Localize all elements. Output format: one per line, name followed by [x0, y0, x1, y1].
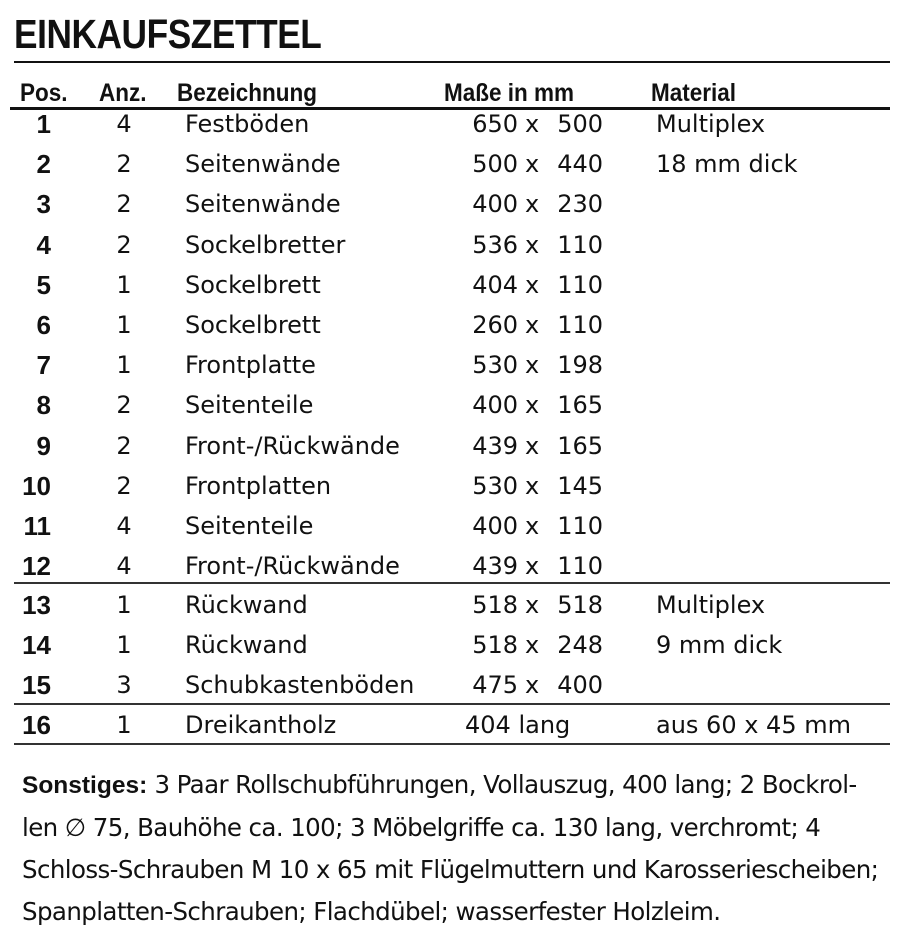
anz-cell: 3	[116, 671, 132, 699]
dimension-length-cell: 530	[472, 351, 518, 380]
dimension-width-cell: 400	[557, 671, 603, 699]
bezeichnung-cell: Seitenteile	[185, 512, 314, 540]
pos-cell: 6	[36, 310, 51, 340]
bezeichnung-cell: Rückwand	[185, 591, 308, 619]
notes-line-1: Sonstiges: 3 Paar Rollschubführungen, Vollauszug, 400 lang; 2 Bockrol-	[22, 770, 857, 799]
bezeichnung-cell: Frontplatten	[185, 471, 332, 500]
dimension-length-cell: 530	[472, 471, 518, 500]
table-row	[0, 625, 910, 665]
dimension-separator: x	[525, 552, 540, 581]
bezeichnung-cell: Front-/Rückwände	[185, 431, 400, 460]
pos-cell: 5	[36, 269, 51, 300]
dimension-separator: x	[525, 631, 540, 659]
notes-label: Sonstiges:	[22, 772, 148, 799]
bezeichnung-cell: Sockelbrett	[185, 270, 321, 299]
material-cell: Multiplex	[656, 591, 766, 619]
dimension-width-cell: 110	[557, 230, 603, 259]
dimension-width-cell: 248	[557, 631, 603, 659]
dimension-separator: x	[525, 431, 540, 460]
table-row	[0, 184, 910, 224]
dimension-separator: x	[525, 391, 540, 420]
dimension-width-cell: 110	[557, 270, 603, 299]
dimension-width-cell: 198	[557, 351, 603, 380]
dimension-length-cell: 650	[472, 110, 518, 138]
pos-cell: 16	[22, 710, 51, 740]
bezeichnung-cell: Seitenwände	[185, 190, 341, 219]
dimension-width-cell: 110	[557, 552, 603, 581]
notes-line-3: Schloss-Schrauben M 10 x 65 mit Flügelmuttern und Karosseriescheiben;	[22, 855, 879, 884]
table-row	[0, 225, 910, 265]
anz-cell: 1	[116, 351, 132, 380]
bezeichnung-cell: Schubkastenböden	[185, 671, 415, 699]
dimension-separator: x	[525, 671, 540, 699]
dimension-width-cell: 500	[557, 110, 603, 138]
dimension-length-cell: 439	[472, 552, 518, 581]
pos-cell: 2	[36, 149, 51, 180]
table-row	[0, 585, 910, 625]
anz-cell: 4	[116, 552, 132, 581]
dimension-cell: 404 lang	[465, 711, 571, 739]
anz-cell: 2	[116, 391, 132, 420]
bezeichnung-cell: Rückwand	[185, 631, 308, 659]
header-anz: Anz.	[99, 79, 147, 107]
dimension-length-cell: 404	[472, 270, 518, 299]
anz-cell: 2	[116, 471, 132, 500]
dimension-length-cell: 260	[472, 311, 518, 339]
bezeichnung-cell: Sockelbretter	[185, 230, 346, 259]
dimension-length-cell: 518	[472, 591, 518, 619]
table-row	[0, 466, 910, 506]
dimension-length-cell: 500	[472, 150, 518, 179]
table-row	[0, 265, 910, 305]
header-bezeichnung: Bezeichnung	[177, 79, 318, 107]
anz-cell: 2	[116, 230, 132, 259]
anz-cell: 4	[116, 110, 132, 138]
table-row	[0, 546, 910, 586]
dimension-width-cell: 110	[557, 311, 603, 339]
bezeichnung-cell: Festböden	[185, 110, 310, 138]
table-row	[0, 345, 910, 385]
material-cell: 18 mm dick	[656, 150, 798, 179]
dimension-length-cell: 439	[472, 431, 518, 460]
header-masse: Maße in mm	[444, 79, 575, 107]
pos-cell: 13	[22, 590, 51, 620]
dimension-length-cell: 400	[472, 190, 518, 219]
table-row	[0, 104, 910, 144]
pos-cell: 11	[23, 511, 51, 541]
dimension-separator: x	[525, 591, 540, 619]
dimension-width-cell: 110	[557, 512, 603, 540]
bezeichnung-cell: Front-/Rückwände	[185, 552, 400, 581]
bezeichnung-cell: Seitenwände	[185, 150, 341, 179]
dimension-separator: x	[525, 110, 540, 138]
table-row	[0, 705, 910, 745]
title-divider	[14, 61, 890, 63]
dimension-width-cell: 518	[557, 591, 603, 619]
header-material: Material	[651, 79, 737, 107]
notes-paragraph	[22, 764, 902, 933]
dimension-separator: x	[525, 150, 540, 179]
anz-cell: 4	[116, 512, 132, 540]
pos-cell: 9	[36, 430, 51, 461]
dimension-separator: x	[525, 471, 540, 500]
bezeichnung-cell: Seitenteile	[185, 391, 314, 420]
anz-cell: 1	[116, 711, 132, 739]
dimension-width-cell: 165	[557, 391, 603, 420]
table-row	[0, 426, 910, 466]
pos-cell: 7	[36, 350, 51, 381]
pos-cell: 3	[36, 189, 51, 220]
group-divider-9mm	[14, 703, 890, 705]
dimension-length-cell: 400	[472, 512, 518, 540]
dimension-width-cell: 145	[557, 471, 603, 500]
dimension-length-cell: 475	[472, 671, 518, 699]
material-cell: 9 mm dick	[656, 631, 783, 659]
page-title: EINKAUFSZETTEL	[14, 11, 322, 57]
dimension-separator: x	[525, 230, 540, 259]
bezeichnung-cell: Sockelbrett	[185, 311, 321, 339]
anz-cell: 2	[116, 150, 132, 179]
pos-cell: 10	[22, 470, 51, 501]
table-bottom-rule	[14, 743, 890, 745]
anz-cell: 1	[116, 270, 132, 299]
pos-cell: 1	[36, 109, 51, 139]
header-pos: Pos.	[20, 79, 68, 107]
table-row	[0, 506, 910, 546]
material-cell: Multiplex	[656, 110, 766, 138]
pos-cell: 8	[36, 390, 51, 421]
pos-cell: 12	[22, 551, 51, 582]
pos-cell: 14	[22, 630, 51, 660]
bezeichnung-cell: Frontplatte	[185, 351, 316, 380]
anz-cell: 2	[116, 190, 132, 219]
dimension-length-cell: 536	[472, 230, 518, 259]
dimension-separator: x	[525, 351, 540, 380]
table-row	[0, 665, 910, 705]
dimension-width-cell: 230	[557, 190, 603, 219]
pos-cell: 4	[36, 229, 51, 260]
dimension-width-cell: 165	[557, 431, 603, 460]
notes-line-2: len ∅ 75, Bauhöhe ca. 100; 3 Möbelgriffe ca. 130 lang, verchromt; 4	[22, 813, 821, 842]
dimension-length-cell: 400	[472, 391, 518, 420]
anz-cell: 2	[116, 431, 132, 460]
dimension-separator: x	[525, 190, 540, 219]
table-row	[0, 305, 910, 345]
bezeichnung-cell: Dreikantholz	[185, 711, 337, 739]
dimension-length-cell: 518	[472, 631, 518, 659]
dimension-separator: x	[525, 270, 540, 299]
anz-cell: 1	[116, 631, 132, 659]
anz-cell: 1	[116, 591, 132, 619]
table-row	[0, 385, 910, 425]
group-divider-18mm	[14, 582, 890, 584]
notes-line-4: Spanplatten-Schrauben; Flachdübel; wasserfester Holzleim.	[22, 897, 721, 926]
pos-cell: 15	[22, 670, 51, 700]
material-cell: aus 60 x 45 mm	[656, 711, 851, 739]
dimension-separator: x	[525, 311, 540, 339]
table-row	[0, 144, 910, 184]
dimension-separator: x	[525, 512, 540, 540]
anz-cell: 1	[116, 311, 132, 339]
dimension-width-cell: 440	[557, 150, 603, 179]
